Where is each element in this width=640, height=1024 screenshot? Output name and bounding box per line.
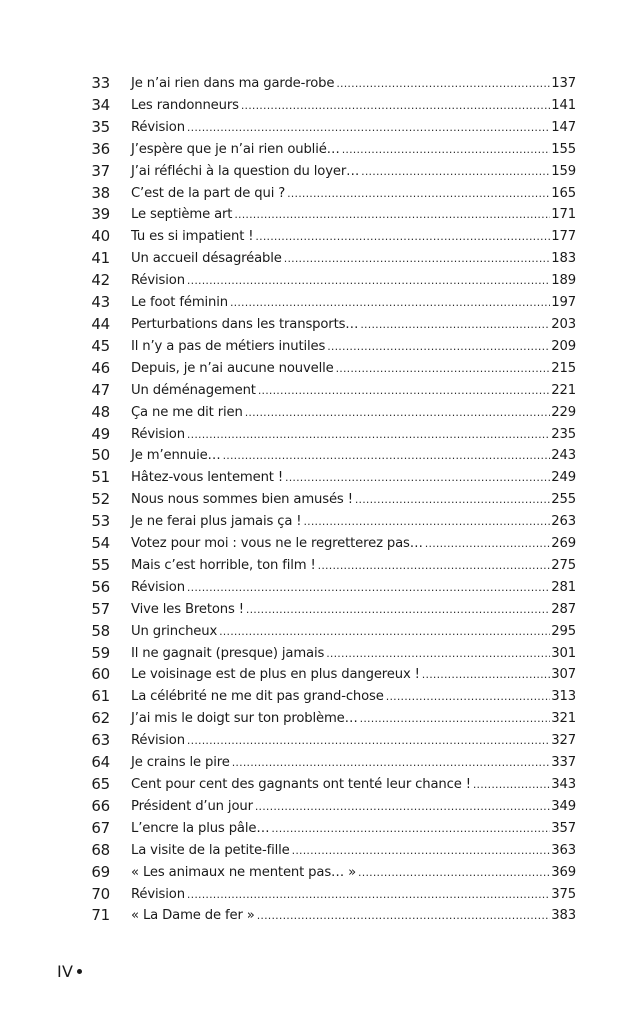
dot-leader xyxy=(257,905,551,927)
toc-entry xyxy=(0,248,640,270)
dot-leader xyxy=(187,270,550,292)
toc-entry-page: 275 xyxy=(551,557,576,573)
toc-entry-number: 63 xyxy=(91,731,110,750)
toc-entry-body xyxy=(131,445,576,467)
toc-entry-title: Un déménagement xyxy=(131,382,256,398)
toc-entry xyxy=(0,424,640,446)
toc-entry-title: Un accueil désagréable xyxy=(131,251,282,267)
dot-leader xyxy=(361,161,550,183)
toc-entry-body xyxy=(131,599,576,621)
dot-leader xyxy=(219,621,550,643)
toc-entry-title: Je ne ferai plus jamais ça ! xyxy=(131,514,302,530)
toc-entry-number: 47 xyxy=(91,380,110,399)
toc-entry-title: Tu es si impatient ! xyxy=(131,229,254,245)
toc-entry-body xyxy=(131,555,576,577)
toc-entry-page: 165 xyxy=(551,185,576,201)
toc-entry-page: 141 xyxy=(551,97,576,113)
toc-entry-page: 383 xyxy=(551,908,576,924)
toc-entry xyxy=(0,336,640,358)
toc-entry xyxy=(0,884,640,906)
toc-entry xyxy=(0,686,640,708)
toc-entry-page: 269 xyxy=(551,536,576,552)
toc-entry-page: 243 xyxy=(551,448,576,464)
toc-entry-number: 64 xyxy=(91,753,110,772)
toc-entry-body xyxy=(131,621,576,643)
toc-entry-number: 67 xyxy=(91,818,110,837)
toc-entry-body xyxy=(131,818,576,840)
toc-entry xyxy=(0,533,640,555)
toc-entry-page: 215 xyxy=(551,360,576,376)
toc-entry xyxy=(0,358,640,380)
toc-entry-number: 59 xyxy=(91,643,110,662)
dot-leader xyxy=(326,643,550,665)
toc-entry-page: 363 xyxy=(551,842,576,858)
toc-entry-body xyxy=(131,183,576,205)
toc-entry xyxy=(0,599,640,621)
toc-entry-page: 249 xyxy=(551,470,576,486)
toc-entry-body xyxy=(131,774,576,796)
toc-entry-number: 41 xyxy=(91,249,110,268)
toc-entry-body xyxy=(131,752,576,774)
toc-entry xyxy=(0,664,640,686)
toc-entry-title: Il ne gagnait (presque) jamais xyxy=(131,645,325,661)
toc-entry xyxy=(0,139,640,161)
toc-entry xyxy=(0,380,640,402)
toc-entry-body xyxy=(131,270,576,292)
toc-entry-number: 36 xyxy=(91,139,110,158)
dot-leader xyxy=(187,730,550,752)
toc-entry-title: Je crains le pire xyxy=(131,755,230,771)
toc-entry-number: 33 xyxy=(91,74,110,92)
toc-entry-title: Ça ne me dit rien xyxy=(131,404,243,420)
toc-entry-title: L’encre la plus pâle… xyxy=(131,820,270,836)
toc-entry xyxy=(0,840,640,862)
toc-entry-page: 255 xyxy=(551,492,576,508)
dot-leader xyxy=(327,336,550,358)
toc-entry-page: 137 xyxy=(551,76,576,91)
toc-entry-body xyxy=(131,73,576,95)
toc-entry xyxy=(0,445,640,467)
toc-entry-title: Révision xyxy=(131,426,185,442)
toc-entry-number: 50 xyxy=(91,446,110,465)
dot-leader xyxy=(360,314,550,336)
toc-entry-number: 43 xyxy=(91,293,110,312)
table-of-contents xyxy=(0,73,640,927)
toc-entry-page: 221 xyxy=(551,382,576,398)
dot-leader xyxy=(292,840,551,862)
toc-entry-body xyxy=(131,380,576,402)
toc-entry-title: Les randonneurs xyxy=(131,97,239,113)
toc-entry-title: Révision xyxy=(131,273,185,289)
toc-entry-number: 48 xyxy=(91,402,110,421)
toc-entry-body xyxy=(131,796,576,818)
toc-entry-page: 235 xyxy=(551,426,576,442)
toc-entry-title: La célébrité ne me dit pas grand-chose xyxy=(131,689,384,705)
toc-entry-page: 313 xyxy=(551,689,576,705)
toc-entry xyxy=(0,511,640,533)
dot-leader xyxy=(342,139,551,161)
dot-leader xyxy=(473,774,550,796)
toc-entry-page: 189 xyxy=(551,273,576,289)
toc-entry-body xyxy=(131,117,576,139)
toc-entry-title: Président d’un jour xyxy=(131,798,253,814)
toc-entry-body xyxy=(131,226,576,248)
dot-leader xyxy=(187,424,550,446)
toc-entry xyxy=(0,555,640,577)
toc-entry-body xyxy=(131,884,576,906)
toc-entry-page: 171 xyxy=(551,207,576,223)
page-folio xyxy=(57,962,82,981)
toc-entry-number: 42 xyxy=(91,271,110,290)
toc-entry-title: Révision xyxy=(131,119,185,135)
toc-entry-page: 349 xyxy=(551,798,576,814)
toc-entry-body xyxy=(131,402,576,424)
toc-entry xyxy=(0,643,640,665)
toc-entry-title: Perturbations dans les transports… xyxy=(131,316,359,332)
dot-leader xyxy=(336,73,550,95)
dot-leader xyxy=(425,533,550,555)
toc-entry-number: 60 xyxy=(91,665,110,684)
dot-leader xyxy=(422,664,550,686)
toc-entry-page: 155 xyxy=(551,141,576,157)
toc-entry-title: Révision xyxy=(131,733,185,749)
toc-entry-number: 70 xyxy=(91,884,110,903)
dot-leader xyxy=(245,402,551,424)
toc-entry-page: 301 xyxy=(551,645,576,661)
dot-leader xyxy=(187,884,550,906)
toc-entry-number: 38 xyxy=(91,183,110,202)
toc-entry-number: 51 xyxy=(91,468,110,487)
toc-entry-title: J’ai réfléchi à la question du loyer… xyxy=(131,163,360,179)
toc-entry-number: 71 xyxy=(91,906,110,925)
toc-entry-number: 37 xyxy=(91,161,110,180)
toc-entry-title: La visite de la petite-fille xyxy=(131,842,290,858)
toc-entry-body xyxy=(131,489,576,511)
toc-entry-body xyxy=(131,95,576,117)
toc-entry xyxy=(0,796,640,818)
dot-leader xyxy=(355,489,550,511)
toc-entry-body xyxy=(131,424,576,446)
toc-entry-number: 55 xyxy=(91,555,110,574)
toc-entry-body xyxy=(131,511,576,533)
toc-entry xyxy=(0,905,640,927)
toc-entry xyxy=(0,774,640,796)
dot-leader xyxy=(241,95,550,117)
toc-entry-body xyxy=(131,643,576,665)
toc-entry-number: 58 xyxy=(91,621,110,640)
toc-entry xyxy=(0,183,640,205)
dot-leader xyxy=(358,862,550,884)
toc-entry-title: Je n’ai rien dans ma garde-robe xyxy=(131,76,335,91)
toc-entry-title: Révision xyxy=(131,886,185,902)
dot-leader xyxy=(223,445,551,467)
toc-entry xyxy=(0,621,640,643)
toc-entry-page: 337 xyxy=(551,755,576,771)
toc-entry-title: Depuis, je n’ai aucune nouvelle xyxy=(131,360,334,376)
dot-leader xyxy=(234,204,550,226)
toc-entry-body xyxy=(131,139,576,161)
toc-entry xyxy=(0,161,640,183)
toc-entry xyxy=(0,402,640,424)
toc-entry-body xyxy=(131,840,576,862)
toc-entry xyxy=(0,752,640,774)
toc-entry-body xyxy=(131,730,576,752)
toc-entry-title: J’espère que je n’ai rien oublié… xyxy=(131,141,340,157)
toc-entry-title: « La Dame de fer » xyxy=(131,908,255,924)
dot-leader xyxy=(284,248,551,270)
toc-entry-number: 62 xyxy=(91,709,110,728)
toc-entry-page: 263 xyxy=(551,514,576,530)
dot-leader xyxy=(386,686,551,708)
toc-entry-number: 39 xyxy=(91,205,110,224)
toc-entry-title: Le foot féminin xyxy=(131,295,228,311)
folio-number: IV xyxy=(57,962,74,981)
toc-entry-number: 69 xyxy=(91,862,110,881)
toc-entry-page: 375 xyxy=(551,886,576,902)
dot-leader xyxy=(303,511,550,533)
toc-entry-page: 203 xyxy=(551,316,576,332)
toc-entry xyxy=(0,314,640,336)
toc-entry-page: 177 xyxy=(551,229,576,245)
toc-entry-title: Révision xyxy=(131,579,185,595)
toc-entry-title: Nous nous sommes bien amusés ! xyxy=(131,492,353,508)
toc-entry-page: 287 xyxy=(551,601,576,617)
toc-entry-number: 46 xyxy=(91,358,110,377)
toc-entry xyxy=(0,489,640,511)
toc-entry xyxy=(0,226,640,248)
toc-entry-body xyxy=(131,467,576,489)
toc-entry-number: 65 xyxy=(91,775,110,793)
toc-entry-page: 229 xyxy=(551,404,576,420)
toc-entry-number: 66 xyxy=(91,796,110,815)
dot-leader xyxy=(255,796,550,818)
toc-entry-number: 68 xyxy=(91,840,110,859)
toc-entry-body xyxy=(131,204,576,226)
toc-entry-number: 45 xyxy=(91,336,110,355)
toc-entry-body xyxy=(131,708,576,730)
toc-entry-number: 40 xyxy=(91,227,110,246)
toc-entry-number: 61 xyxy=(91,687,110,706)
dot-leader xyxy=(230,292,550,314)
toc-entry-title: Votez pour moi : vous ne le regretterez pas… xyxy=(131,536,423,552)
toc-entry-body xyxy=(131,862,576,884)
toc-entry-title: Il n’y a pas de métiers inutiles xyxy=(131,338,326,354)
toc-entry-page: 343 xyxy=(551,777,576,792)
dot-leader xyxy=(187,117,550,139)
dot-leader xyxy=(271,818,550,840)
toc-entry xyxy=(0,577,640,599)
dot-leader xyxy=(232,752,551,774)
toc-entry-page: 295 xyxy=(551,623,576,639)
toc-entry-body xyxy=(131,686,576,708)
toc-entry xyxy=(0,730,640,752)
dot-leader xyxy=(285,467,550,489)
dot-leader xyxy=(255,226,550,248)
toc-entry-body xyxy=(131,664,576,686)
toc-entry-body xyxy=(131,161,576,183)
dot-leader xyxy=(336,358,551,380)
toc-entry xyxy=(0,117,640,139)
toc-entry-body xyxy=(131,533,576,555)
toc-entry xyxy=(0,467,640,489)
toc-entry-number: 56 xyxy=(91,577,110,596)
toc-entry-page: 327 xyxy=(551,733,576,749)
toc-entry xyxy=(0,73,640,95)
toc-entry-title: C’est de la part de qui ? xyxy=(131,185,286,201)
toc-entry-number: 52 xyxy=(91,490,110,509)
toc-entry-body xyxy=(131,577,576,599)
toc-entry-title: J’ai mis le doigt sur ton problème… xyxy=(131,711,358,727)
toc-entry-title: Cent pour cent des gagnants ont tenté leur chance ! xyxy=(131,777,471,792)
toc-entry-body xyxy=(131,292,576,314)
toc-entry-page: 281 xyxy=(551,579,576,595)
toc-entry-page: 369 xyxy=(551,864,576,880)
dot-leader xyxy=(258,380,550,402)
toc-entry-number: 35 xyxy=(91,117,110,136)
toc-entry xyxy=(0,204,640,226)
dot-leader xyxy=(246,599,550,621)
toc-entry-title: Le septième art xyxy=(131,207,233,223)
dot-leader xyxy=(187,577,550,599)
toc-entry-body xyxy=(131,336,576,358)
toc-entry-number: 44 xyxy=(91,314,110,333)
dot-leader xyxy=(360,708,551,730)
toc-entry-body xyxy=(131,905,576,927)
toc-entry-page: 147 xyxy=(551,119,576,135)
toc-entry-body xyxy=(131,358,576,380)
toc-entry xyxy=(0,708,640,730)
toc-entry-page: 183 xyxy=(551,251,576,267)
bullet-icon xyxy=(77,969,82,974)
toc-entry xyxy=(0,818,640,840)
toc-entry-title: Je m’ennuie… xyxy=(131,448,221,464)
toc-entry-title: Mais c’est horrible, ton film ! xyxy=(131,557,316,573)
toc-entry-page: 357 xyxy=(551,820,576,836)
dot-leader xyxy=(287,183,550,205)
toc-entry-page: 197 xyxy=(551,295,576,311)
toc-entry-number: 49 xyxy=(91,424,110,443)
toc-entry-body xyxy=(131,248,576,270)
toc-entry-page: 307 xyxy=(551,667,576,683)
toc-entry-page: 321 xyxy=(551,711,576,727)
toc-entry xyxy=(0,862,640,884)
toc-entry xyxy=(0,292,640,314)
toc-entry xyxy=(0,270,640,292)
toc-entry-title: Le voisinage est de plus en plus dangereux ! xyxy=(131,667,420,683)
toc-entry-title: Vive les Bretons ! xyxy=(131,601,244,617)
dot-leader xyxy=(318,555,551,577)
toc-entry-title: « Les animaux ne mentent pas… » xyxy=(131,864,357,880)
toc-entry xyxy=(0,95,640,117)
toc-entry-title: Hâtez-vous lentement ! xyxy=(131,470,283,486)
toc-entry-number: 53 xyxy=(91,512,110,531)
toc-entry-title: Un grincheux xyxy=(131,623,218,639)
toc-entry-page: 209 xyxy=(551,338,576,354)
toc-entry-page: 159 xyxy=(551,163,576,179)
toc-entry-body xyxy=(131,314,576,336)
toc-entry-number: 34 xyxy=(91,95,110,114)
toc-entry-number: 57 xyxy=(91,599,110,618)
toc-entry-number: 54 xyxy=(91,534,110,553)
